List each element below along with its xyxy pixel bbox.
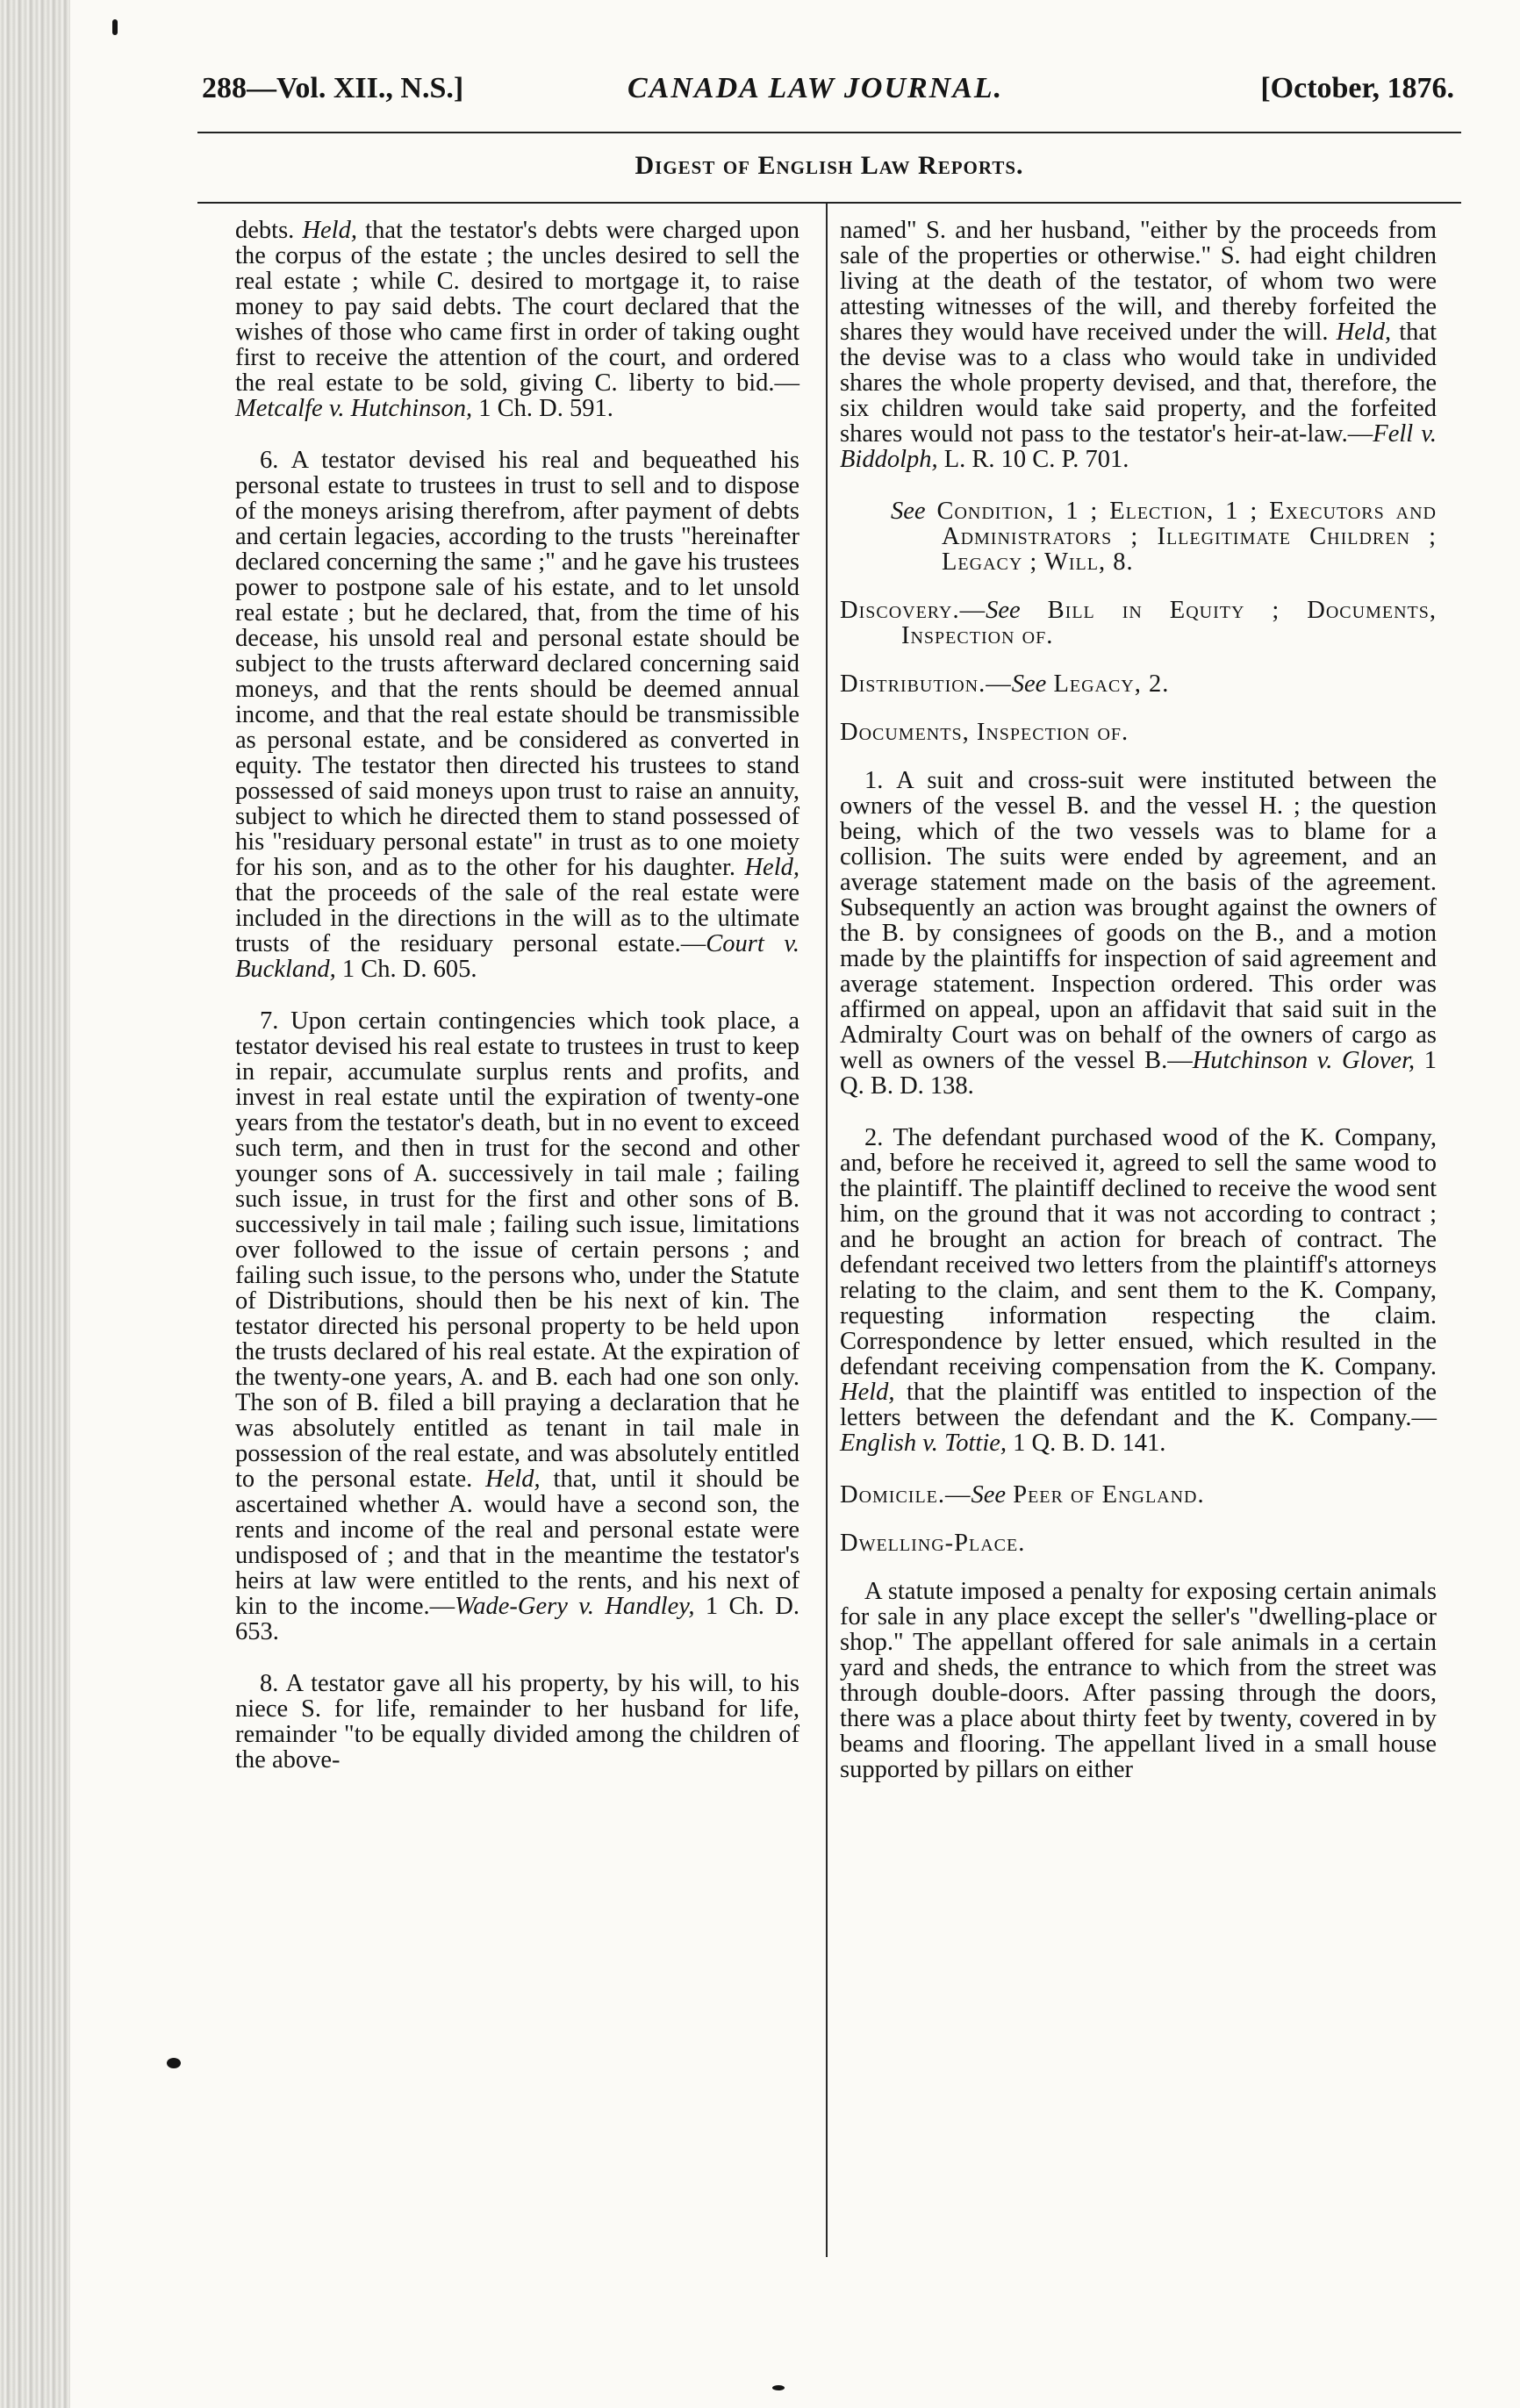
case-name: Fell v. Biddolph,	[840, 420, 1437, 473]
journal-title: CANADA LAW JOURNAL.	[627, 72, 1004, 104]
paragraph: 6. A testator devised his real and bequeathed his personal estate to trustees in trust to sell and to dispose of the moneys arising therefrom, after payment of debts and certain legacies, according to the trusts "hereinafter declared concerning the same ;" and he gave his trustees power to postpone sale of his estate, and to let unsold real estate ; but he declared, that, from the time of his decease, his unsold real and personal estate should be subject to the trusts afterward declared concerning said moneys, and that the rents should be deemed annual income, and that the real estate should be transmissible as personal estate, and be considered as converted in equity. The testator then directed his trustees to stand possessed of said moneys upon trust to raise an annuity, subject to which he directed them to stand possessed of his "residuary personal estate" in trust as to one moiety for his son, and as to the other for his daughter. Held, that the proceeds of the sale of the real estate were included in the directions in the will as to the ultimate trusts of the residuary personal estate.—Court v. Buckland, 1 Ch. D. 605.	[235, 447, 799, 983]
entry-distribution: Distribution.—See Legacy, 2.	[840, 670, 1170, 698]
citation: 1 Q. B. D. 141.	[1007, 1430, 1166, 1457]
entry-dwelling-heading: Dwelling-Place.	[840, 1530, 1026, 1557]
citation: 1 Ch. D. 605.	[335, 956, 477, 983]
paragraph: debts. Held, that the testator's debts were charged upon the corpus of the estate ; the uncles desired to sell the real estate ; while C. desired to mortgage it, to raise money to pay said debts. The court declared that the wishes of those who came first in order of taking ought first to receive the attention of the court, and ordered the real estate to be sold, giving C. liberty to bid.—Metcalfe v. Hutchinson, 1 Ch. D. 591.	[235, 217, 799, 422]
cross-reference: See Condition, 1 ; Election, 1 ; Executors and Administrators ; Illegitimate Children ; Legacy ; Will, 8.	[891, 498, 1437, 576]
paragraph: named" S. and her husband, "either by the proceeds from sale of the properties or otherwise." S. had eight children living at the death of the testator, of whom two were attesting witnesses of the will, and thereby forfeited the shares they would have received under the will. Held, that the devise was to a class who would take in undivided shares the whole property devised, and that, therefore, the six children would take said property, and the forfeited shares would not pass to the testator's heir-at-law.—Fell v. Biddolph, L. R. 10 C. P. 701.	[840, 217, 1437, 473]
citation: 1 Ch. D. 591.	[472, 395, 613, 422]
ink-mark	[112, 19, 118, 35]
paragraph: A statute imposed a penalty for exposing certain animals for sale in any place except the seller's "dwelling-place or shop." The appellant offered for sale animals in a certain yard and sheds, the entrance to which from the street was through double-doors. After passing through the doors, there was a place about thirty feet by twenty, covered in by beams and flooring. The appellant lived in a small house supported by pillars on either	[840, 1578, 1437, 1783]
subheader-rule	[197, 202, 1461, 204]
volume-label: 288—Vol. XII., N.S.]	[202, 72, 464, 104]
case-name: English v. Tottie,	[840, 1430, 1007, 1457]
section-title: Digest of English Law Reports.	[635, 151, 1024, 180]
case-name: Wade-Gery v. Handley,	[455, 1593, 695, 1620]
header-rule	[197, 132, 1461, 133]
case-name: Metcalfe v. Hutchinson,	[235, 395, 473, 422]
case-name: Court v. Buckland,	[235, 930, 799, 983]
entry-discovery: Discovery.—See Bill in Equity ; Documents, Inspection of.	[840, 597, 1437, 649]
page-binding-edge	[0, 0, 70, 2408]
paragraph: 7. Upon certain contingencies which took place, a testator devised his real estate to trustees in trust to keep in repair, accumulate surplus rents and profits, and invest in real estate until the expiration of twenty-one years from the testator's death, but in no event to exceed such term, and then in trust for the second and other younger sons of A. successively in tail male ; failing such issue, in trust for the first and other sons of B. successively in tail male ; failing such issue, limitations over followed to the issue of certain persons ; and failing such issue, to the persons who, under the Statute of Distributions, should then be his next of kin. The testator directed his personal property to be held upon the trusts declared of his real estate. At the expiration of the twenty-one years, A. and B. each had one son only. The son of B. filed a bill praying a declaration that he was absolutely entitled as tenant in tail male in possession of the real estate, and was absolutely entitled to the personal estate. Held, that, until it should be ascertained whether A. would have a second son, the rents and income of the real and personal estate were undisposed of ; and that in the meantime the testator's heirs at law were entitled to the rents, and his next of kin to the income.—Wade-Gery v. Handley, 1 Ch. D. 653.	[235, 1007, 800, 1645]
paragraph: 2. The defendant purchased wood of the K. Company, and, before he received it, agreed to sell the same wood to the plaintiff. The plaintiff declined to receive the wood sent him, on the ground that it was not according to contract ; and he brought an action for breach of contract. The defendant received two letters from the plaintiff's attorneys relating to the claim, and sent them to the K. Company, requesting information respecting the claim. Correspondence by letter ensued, which resulted in the defendant receiving compensation from the K. Company. Held, that the plaintiff was entitled to inspection of the letters between the defendant and the K. Company.—English v. Tottie, 1 Q. B. D. 141.	[840, 1124, 1437, 1457]
issue-date: [October, 1876.	[1260, 72, 1454, 104]
running-header	[197, 72, 1461, 125]
ink-mark	[167, 2058, 181, 2068]
ink-mark	[772, 2385, 785, 2390]
entry-domicile: Domicile.—See Peer of England.	[840, 1481, 1205, 1509]
case-name: Hutchinson v. Glover,	[1192, 1047, 1416, 1074]
paragraph: 1. A suit and cross-suit were instituted between the owners of the vessel B. and the vessel H. ; the question being, which of the two vessels was to blame for a collision. The suits were ended by agreement, and an average statement made on the basis of the agreement. Subsequently an action was brought against the owners of the B. by consignees of goods on the B., and a motion made by the plaintiffs for inspection of said agreement and average statement. Inspection ordered. This order was affirmed on appeal, upon an affidavit that said suit in the Admiralty Court was on behalf of the owners of cargo as well as owners of the vessel B.—Hutchinson v. Glover, 1 Q. B. D. 138.	[840, 767, 1437, 1100]
paragraph: 8. A testator gave all his property, by his will, to his niece S. for life, remainder to her husband for life, remainder "to be equally divided among the children of the above-	[235, 1670, 799, 1774]
citation: 1 Q. B. D. 138.	[840, 1047, 1437, 1100]
right-column	[840, 218, 1437, 1809]
citation: L. R. 10 C. P. 701.	[937, 446, 1129, 473]
entry-documents-heading: Documents, Inspection of.	[840, 719, 1129, 746]
left-column	[235, 218, 799, 1799]
citation: 1 Ch. D. 653.	[235, 1593, 800, 1645]
column-divider	[826, 204, 828, 2257]
